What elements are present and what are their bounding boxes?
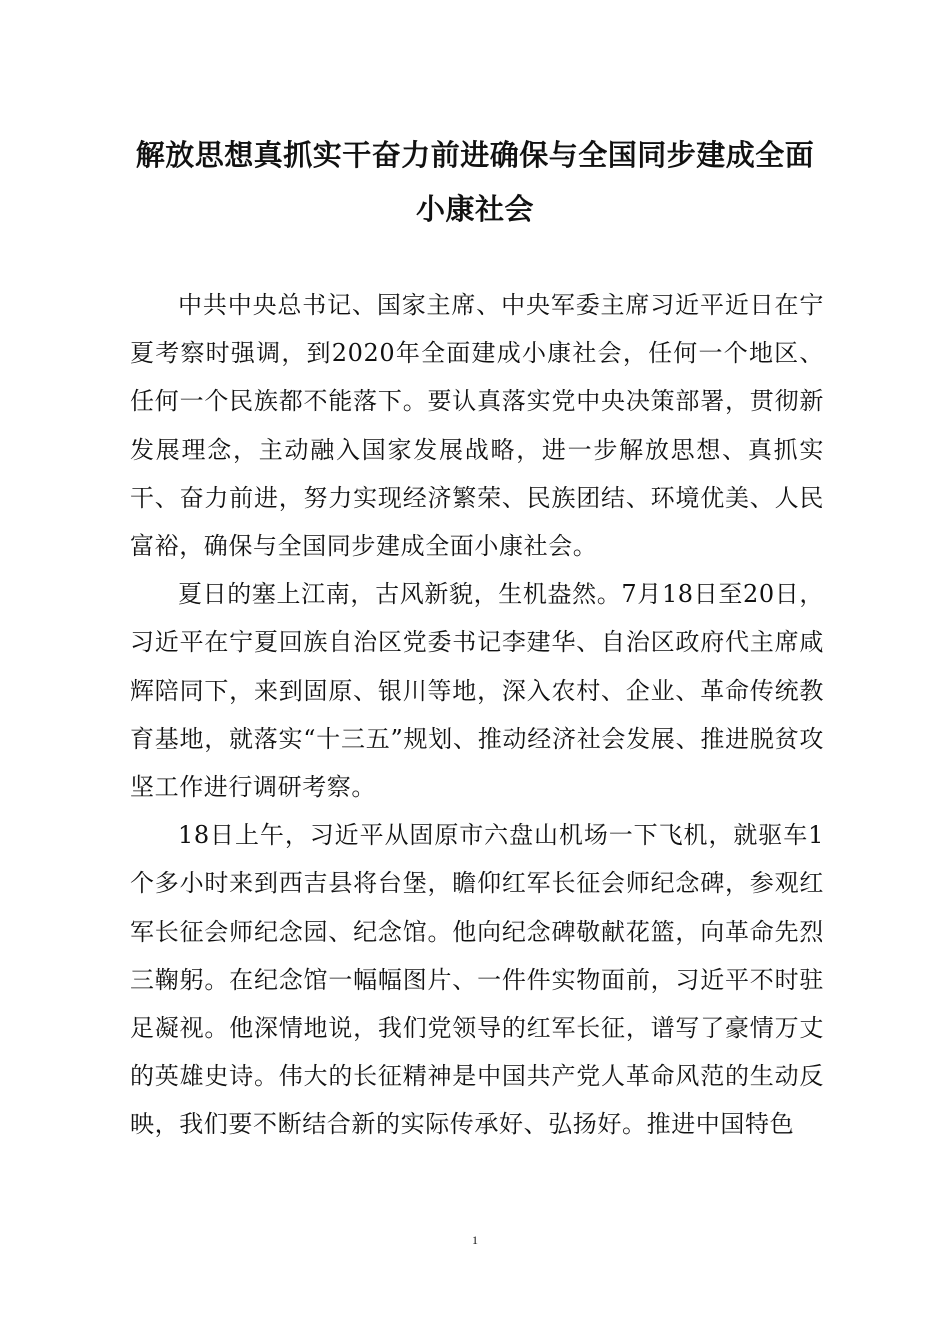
page-number: 1 (472, 1233, 478, 1247)
paragraph-2: 夏日的塞上江南，古风新貌，生机盎然。7月18日至20日，习近平在宁夏回族自治区党委书记李建华、自治区政府代主席咸辉陪同下，来到固原、银川等地，深入农村、企业、革命传统教育基地，就落实“十三五”规划、推动经济社会发展、推进脱贫攻坚工作进行调研考察。 (130, 580, 824, 802)
paragraph-1: 中共中央总书记、国家主席、中央军委主席习近平近日在宁夏考察时强调，到2020年全面建成小康社会，任何一个地区、任何一个民族都不能落下。要认真落实党中央决策部署，贯彻新发展理念，主动融入国家发展战略，进一步解放思想、真抓实干、奋力前进，努力实现经济繁荣、民族团结、环境优美、人民富裕，确保与全国同步建成全面小康社会。 (130, 291, 824, 561)
paragraph-3: 18日上午，习近平从固原市六盘山机场一下飞机，就驱车1个多小时来到西吉县将台堡，瞻仰红军长征会师纪念碑，参观红军长征会师纪念园、纪念馆。他向纪念碑敬献花篮，向革命先烈三鞠躬。在纪念馆一幅幅图片、一件件实物面前，习近平不时驻足凝视。他深情地说，我们党领导的红军长征，谱写了豪情万丈的英雄史诗。伟大的长征精神是中国共产党人革命风范的生动反映，我们要不断结合新的实际传承好、弘扬好。推进中国特色 (130, 821, 824, 1139)
document-title: 解放思想真抓实干奋力前进确保与全国同步建成全面小康社会 (135, 138, 815, 226)
document-body (130, 281, 824, 1149)
